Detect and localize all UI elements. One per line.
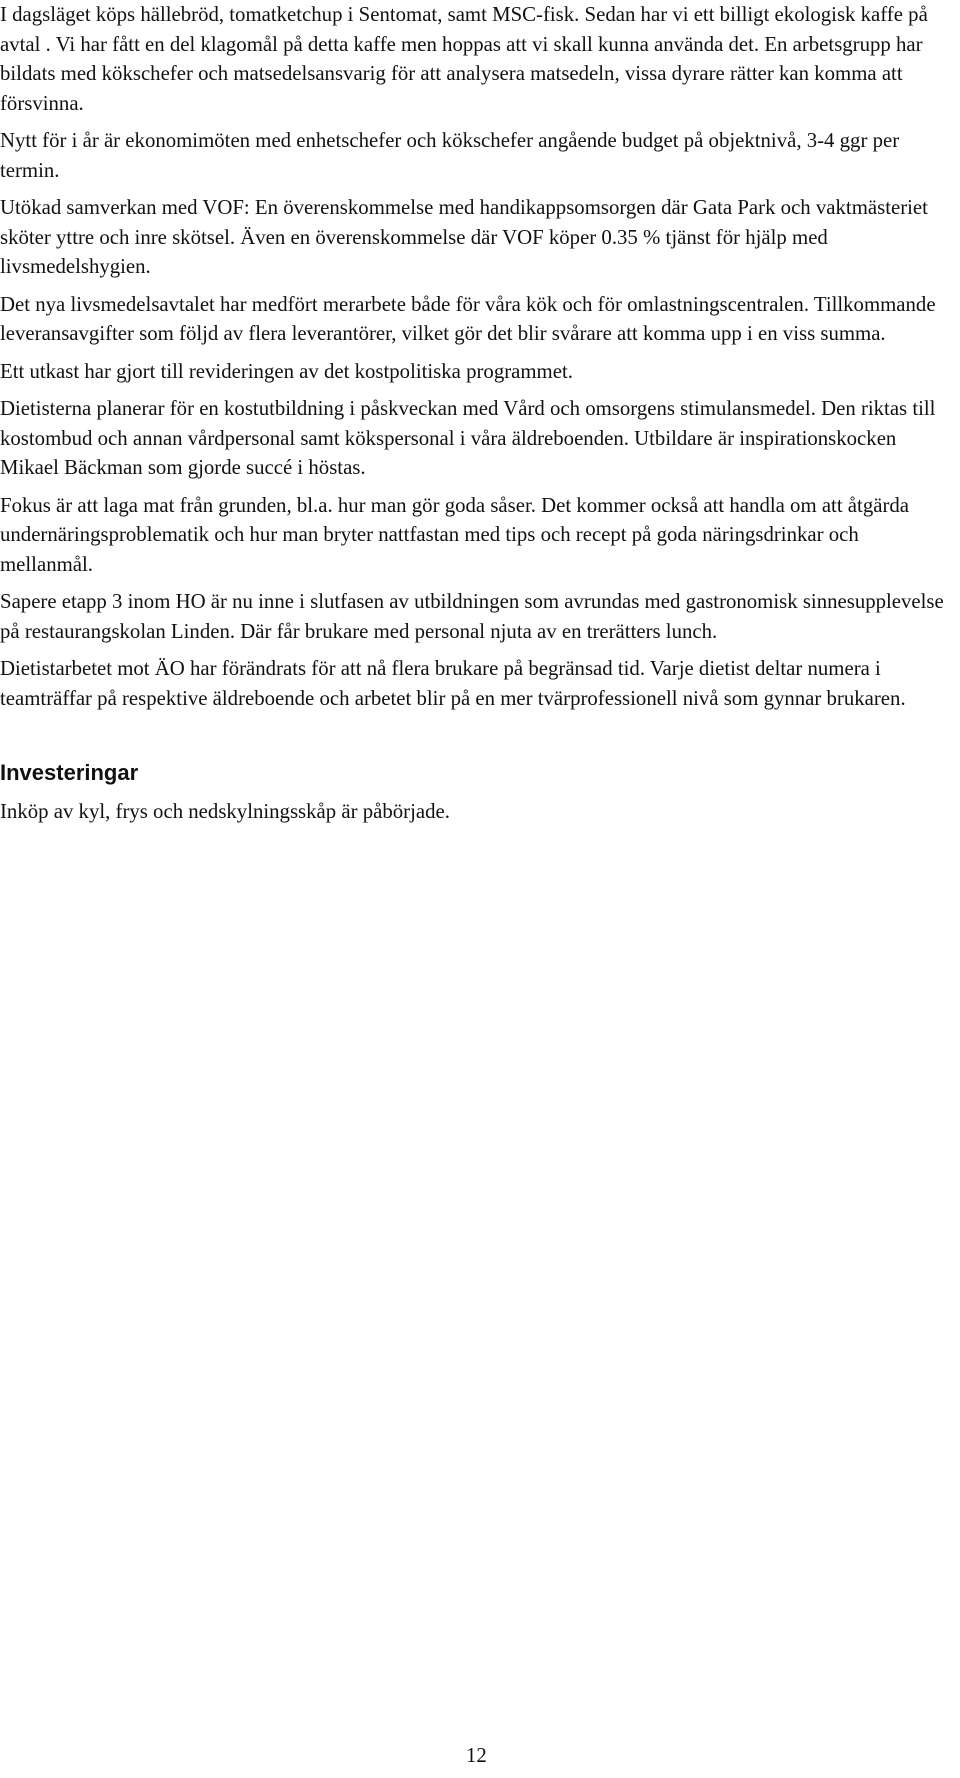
paragraph-vof-cooperation: Utökad samverkan med VOF: En överenskommelse med handikappsomsorgen där Gata Park och vaktmästeriet sköter yttre och inre skötsel. Även en överenskommelse där VOF köper 0.35 % tjänst för hjälp med livsmedelshygien. (0, 196, 928, 278)
paragraph-dietitian-work: Dietistarbetet mot ÄO har förändrats för att nå flera brukare på begränsad tid. Varje dietist deltar numera i teamträffar på respektive äldreboende och arbetet blir på en mer tvärprofessionell nivå som gynnar brukaren. (0, 657, 906, 710)
paragraph-cooking-focus: Fokus är att laga mat från grunden, bl.a. hur man gör goda såser. Det kommer också att handla om att åtgärda undernäringsproblematik och hur man bryter nattfastan med tips och recept på goda näringsdrinkar och mellanmål. (0, 493, 910, 576)
paragraph-purchasing: I dagsläget köps hällebröd, tomatketchup i Sentomat, samt MSC-fisk. Sedan har vi ett billigt ekologisk kaffe på avtal . Vi har fått en del klagomål på detta kaffe men hoppas att vi skall kunna använda det. En arbetsgrupp har bildats med kökschefer och matsedelsansvarig för att analysera matsedeln, vissa dyrare rätter kan komma att försvinna. (0, 3, 928, 115)
section-heading-investments: Investeringar (0, 760, 139, 785)
paragraph-sapere: Sapere etapp 3 inom HO är nu inne i slutfasen av utbildningen som avrundas med gastronomisk sinnesupplevelse på restaurangskolan Linden. Där får brukare med personal njuta av en trerätters lunch. (0, 590, 944, 643)
paragraph-dietitian-training: Dietisterna planerar för en kostutbildning i påskveckan med Vård och omsorgens stimulansmedel. Den riktas till kostombud och annan vårdpersonal samt kökspersonal i våra äldreboenden. Utbildare är inspirationskocken Mikael Bäckman som gjorde succé i höstas. (0, 397, 936, 479)
paragraph-diet-program: Ett utkast har gjort till revideringen av det kostpolitiska programmet. (0, 359, 573, 383)
document-body (0, 0, 948, 835)
paragraph-economy-meetings: Nytt för i år är ekonomimöten med enhetschefer och kökschefer angående budget på objektnivå, 3-4 ggr per termin. (0, 129, 900, 182)
page-number: 12 (466, 1744, 487, 1767)
paragraph-food-contract: Det nya livsmedelsavtalet har medfört merarbete både för våra kök och för omlastningscentralen. Tillkommande leveransavgifter som följd av flera leverantörer, vilket gör det blir svårare att komma upp i en viss summa. (0, 292, 936, 345)
paragraph-investments: Inköp av kyl, frys och nedskylningsskåp är påbörjade. (0, 800, 450, 823)
